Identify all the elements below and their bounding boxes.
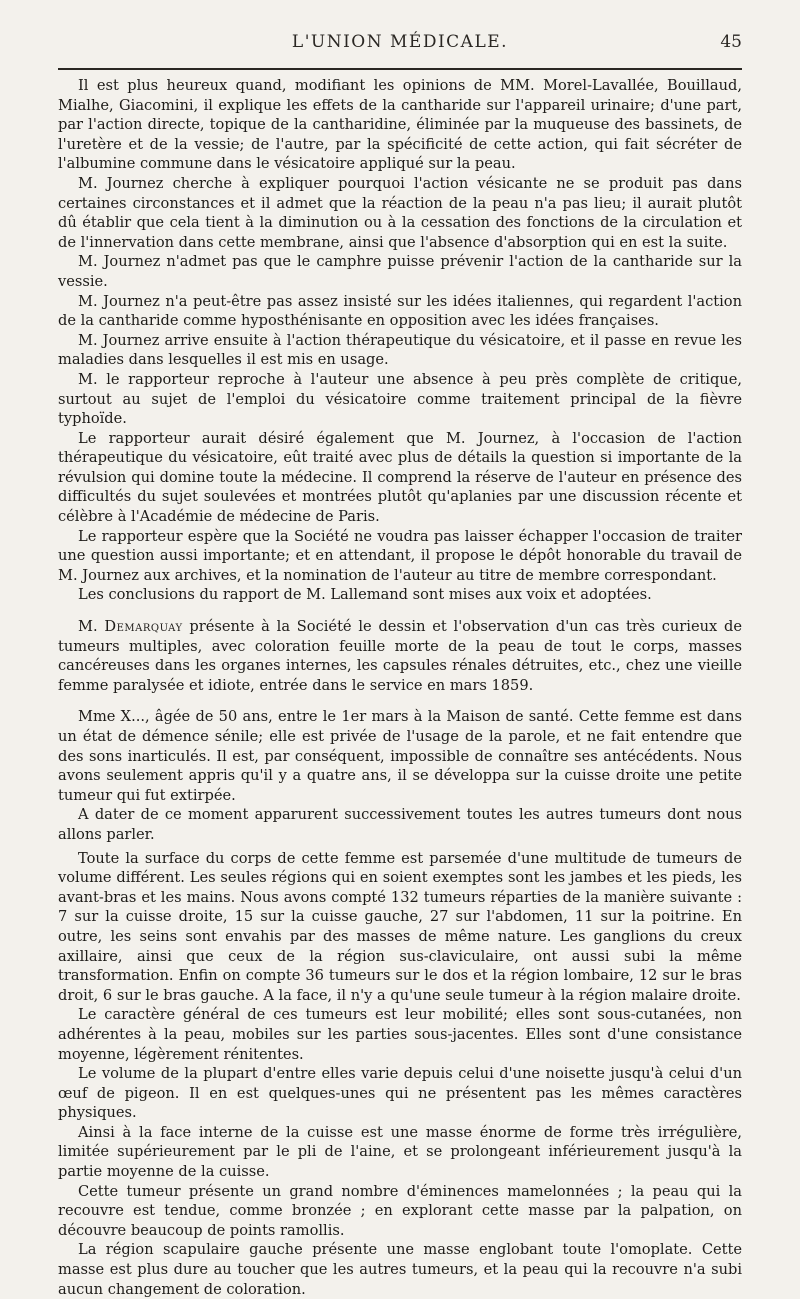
- paragraph: M. Journez cherche à expliquer pourquoi l'action vésicante ne se produit pas dans certaines circonstances et il admet que la réaction de la peau n'a pas lieu; il aurait plutôt dû établir que cela tient à la diminution ou à la cessation des fonctions de la circulation et de l'innervation dans cette membrane, ainsi que l'absence d'absorption qui en est la suite.: [58, 174, 742, 251]
- paragraph: Toute la surface du corps de cette femme est parsemée d'une multitude de tumeurs de volume différent. Les seules régions qui en soient exemptes sont les jambes et les pieds, les avant-bras et les mains. Nous avons compté 132 tumeurs réparties de la manière suivante : 7 sur la cuisse droite, 15 sur la cuisse gauche, 27 sur l'abdomen, 11 sur la poitrine. En outre, les seins sont envahis par des masses de même nature. Les ganglions du creux axillaire, ainsi que ceux de la région sus-claviculaire, ont aussi subi la même transformation. Enfin on compte 36 tumeurs sur le dos et la région lombaire, 12 sur le bras droit, 6 sur le bras gauche. A la face, il n'y a qu'une seule tumeur à la région malaire droite.: [58, 849, 742, 1004]
- paragraph: Le volume de la plupart d'entre elles varie depuis celui d'une noisette jusqu'à celui d'un œuf de pigeon. Il en est quelques-unes qui ne présentent pas les mêmes caractères physiques.: [58, 1065, 742, 1122]
- paragraph: Cette tumeur présente un grand nombre d'éminences mamelonnées ; la peau qui la recouvre est tendue, comme bronzée ; en explorant cette masse par la palpation, on découvre beaucoup de points ramollis.: [58, 1182, 742, 1239]
- article-body: [58, 76, 742, 1299]
- running-header: [58, 30, 742, 58]
- page-number: 45: [720, 32, 742, 52]
- paragraph: M. le rapporteur reproche à l'auteur une absence à peu près complète de critique, surtout au sujet de l'emploi du vésicatoire comme traitement principal de la fièvre typhoïde.: [58, 370, 742, 428]
- paragraph: Le rapporteur aurait désiré également que M. Journez, à l'occasion de l'action thérapeutique du vésicatoire, eût traité avec plus de détails la question si importante de la révulsion qui domine toute la médecine. Il comprend la réserve de l'auteur en présence des difficultés du sujet soulevées et montrées plutôt qu'aplanies par une discussion récente et célèbre à l'Académie de médecine de Paris.: [58, 429, 742, 526]
- journal-title: L'UNION MÉDICALE.: [291, 32, 509, 52]
- paragraph-demarquay: [58, 617, 742, 695]
- paragraph: A dater de ce moment apparurent successivement toutes les autres tumeurs dont nous allons parler.: [58, 806, 742, 843]
- paragraph: M. Journez n'admet pas que le camphre puisse prévenir l'action de la cantharide sur la vessie.: [58, 253, 742, 290]
- paragraph-lead: M.: [78, 618, 105, 636]
- paragraph-rest: présente à la Société le dessin et l'observation d'un cas très curieux de tumeurs multiples, avec coloration feuille morte de la peau de tout le corps, masses cancéreuses dans les organes internes, les capsules rénales détruites, etc., chez une vieille femme paralysée et idiote, entrée dans le service en mars 1859.: [58, 618, 742, 694]
- paragraph: M. Journez arrive ensuite à l'action thérapeutique du vésicatoire, et il passe en revue les maladies dans lesquelles il est mis en usage.: [58, 331, 742, 369]
- paragraph: La région scapulaire gauche présente une masse englobant toute l'omoplate. Cette masse est plus dure au toucher que les autres tumeurs, et la peau qui la recouvre n'a subi aucun changement de coloration.: [58, 1241, 742, 1298]
- paragraph: M. Journez n'a peut-être pas assez insisté sur les idées italiennes, qui regardent l'action de la cantharide comme hyposthénisante en opposition avec les idées françaises.: [58, 292, 742, 330]
- paragraph: Mme X..., âgée de 50 ans, entre le 1er mars à la Maison de santé. Cette femme est dans un état de démence sénile; elle est privée de l'usage de la parole, et ne fait entendre que des sons inarticulés. Il est, par conséquent, impossible de connaître ses antécédents. Nous avons seulement appris qu'il y a quatre ans, il se développa sur la cuisse droite une petite tumeur qui fut extirpée.: [58, 708, 742, 804]
- paragraph: Les conclusions du rapport de M. Lallemand sont mises aux voix et adoptées.: [78, 586, 652, 604]
- paragraph: Il est plus heureux quand, modifiant les opinions de MM. Morel-Lavallée, Bouillaud, Mialhe, Giacomini, il explique les effets de la cantharide sur l'appareil urinaire; d'une part, par l'action directe, topique de la cantharidine, éliminée par la muqueuse des bassinets, de l'uretère et de la vessie; de l'autre, par la spécificité de cette action, qui fait sécréter de l'albumine commune dans le vésicatoire appliqué sur la peau.: [58, 77, 742, 173]
- paragraph: Le rapporteur espère que la Société ne voudra pas laisser échapper l'occasion de traiter une question aussi importante; et en attendant, il propose le dépôt honorable du travail de M. Journez aux archives, et la nomination de l'auteur au titre de membre correspondant.: [58, 527, 742, 584]
- paragraph: Ainsi à la face interne de la cuisse est une masse énorme de forme très irrégulière, limitée supérieurement par le pli de l'aine, et se prolongeant inférieurement jusqu'à la partie moyenne de la cuisse.: [58, 1123, 742, 1181]
- header-rule: [58, 68, 742, 70]
- author-name: Demarquay: [104, 618, 183, 636]
- paragraph: Le caractère général de ces tumeurs est leur mobilité; elles sont sous-cutanées, non adhérentes à la peau, mobiles sur les parties sous-jacentes. Elles sont d'une consistance moyenne, légèrement rénitentes.: [58, 1006, 742, 1063]
